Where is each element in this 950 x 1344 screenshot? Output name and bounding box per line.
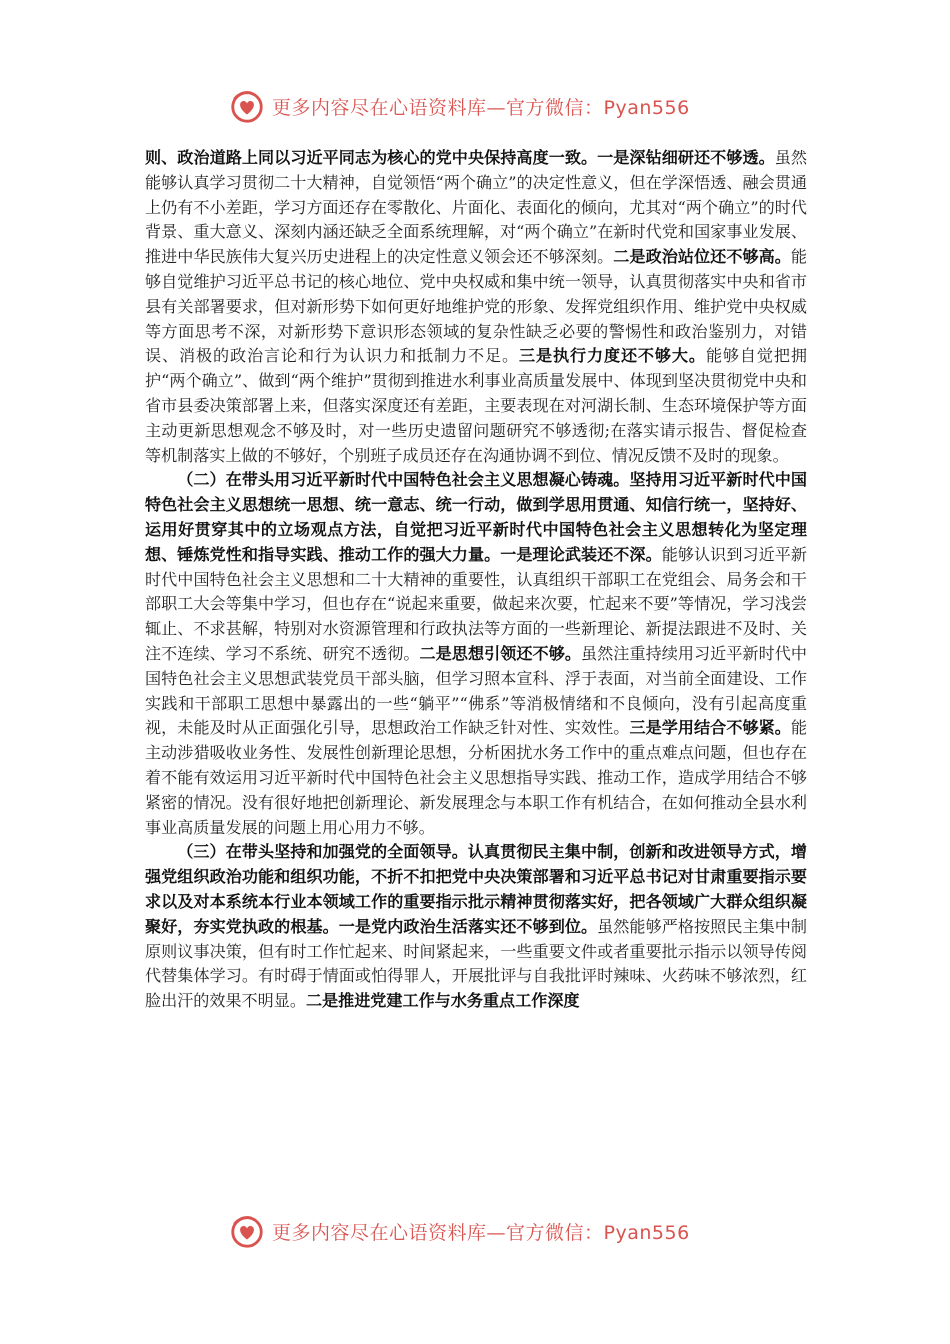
bold-heading-text: 三是学用结合不够紧。 [629,718,791,738]
bold-heading-text: 三是执行力度还不够大。 [518,346,706,366]
body-text-segment: 虽然能够严格按照民主集中制原则议事决策，但有时工作忙起来、时间紧起来，一些重要文件或者重要批示指示以领导传阅代替集体学习。有时碍于情面或怕得罪人，开展批评与自我批评时辣味、火药味不够浓烈，红脸出汗的效果不明显。 [145,916,808,1011]
banner-text: 更多内容尽在心语资料库—官方微信：Pyan556 [272,1221,690,1244]
banner-text: 更多内容尽在心语资料库—官方微信：Pyan556 [272,96,690,119]
bold-heading-text: 二是政治站位还不够高。 [613,247,791,267]
body-text-segment: 能够认识到习近平新时代中国特色社会主义思想和二十大精神的重要性，认真组织干部职工在党组会、局务会和干部职工大会等集中学习，但也存在“说起来重要，做起来次要，忙起来不要”等情况，学习浅尝辄止、不求甚解，特别对水资源管理和行政执法等方面的一些新理论、新提法跟进不及时、关注不连续、学习不系统、研究不透彻。 [145,544,808,663]
body-text-segment: 能够自觉把拥护“两个确立”、做到“两个维护”贯彻到推进水利事业高质量发展中、体现到坚决贯彻党中央和省市县委决策部署上来，但落实深度还有差距，主要表现在对河湖长制、生态环境保护等方面主动更新思想观念不够及时，对一些历史遗留问题研究不够透彻;在落实请示报告、督促检查等机制落实上做的不够好，个别班子成员还存在沟通协调不到位、情况反馈不及时的现象。 [145,346,808,465]
document-body [145,146,807,1014]
bold-heading-text: （二）在带头用习近平新时代中国特色社会主义思想凝心铸魂。坚持用习近平新时代中国特色社会主义思想统一思想、统一意志、统一行动，做到学思用贯通、知信行统一，坚持好、运用好贯穿其中的立场观点方法，自觉把习近平新时代中国特色社会主义思想转化为坚定理想、锤炼党性和指导实践、推动工作的强大力量。一是理论武装还不深。 [145,470,807,564]
body-text-segment: 能主动涉猎吸收业务性、发展性创新理论思想，分析困扰水务工作中的重点难点问题，但也存在着不能有效运用习近平新时代中国特色社会主义思想指导实践、推动工作，造成学用结合不够紧密的情况。没有很好地把创新理论、新发展理念与本职工作有机结合，在如何推动全县水利事业高质量发展的问题上用心用力不够。 [145,718,808,837]
body-text-segment: 能够自觉维护习近平总书记的核心地位、党中央权威和集中统一领导，认真贯彻落实中央和省市县有关部署要求，但对新形势下如何更好地维护党的形象、发挥党组织作用、维护党中央权威等方面思考不深，对新形势下意识形态领域的复杂性缺乏必要的警惕性和政治鉴别力，对错误、消极的政治言论和行为认识力和抵制力不足。 [145,247,807,366]
paragraph [145,840,807,1014]
body-text-segment: 虽然能够认真学习贯彻二十大精神，自觉领悟“两个确立”的决定性意义，但在学深悟透、融会贯通上仍有不小差距，学习方面还存在零散化、片面化、表面化的倾向，尤其对“两个确立”的时代背景、重大意义、深刻内涵还缺乏全面系统理解，对“两个确立”在新时代党和国家事业发展、推进中华民族伟大复兴历史进程上的决定性意义领会还不够深刻。 [145,148,808,267]
footer-watermark-banner [228,1211,748,1251]
bold-heading-text: （三）在带头坚持和加强党的全面领导。认真贯彻民主集中制，创新和改进领导方式，增强党组织政治功能和组织功能，不折不扣把党中央决策部署和习近平总书记对甘肃重要指示要求以及对本系统本行业本领域工作的重要指示批示精神贯彻落实好，把各领域广大群众组织凝聚好，夯实党执政的根基。一是党内政治生活落实还不够到位。 [145,842,807,936]
bold-heading-text: 则、政治道路上同以习近平同志为核心的党中央保持高度一致。一是深钻细研还不够透。 [145,148,775,167]
body-text-segment: 虽然注重持续用习近平新时代中国特色社会主义思想武装党员干部头脑，但学习照本宣科、浮于表面，对当前全面建设、工作实践和干部职工思想中暴露出的一些“躺平”“佛系”等消极情绪和不良倾向，没有引起高度重视，未能及时从正面强化引导，思想政治工作缺乏针对性、实效性。 [145,643,808,738]
paragraph [145,468,807,840]
paragraph [145,146,807,468]
bold-heading-text: 二是推进党建工作与水务重点工作深度 [305,991,580,1011]
header-watermark-banner [228,86,748,126]
heart-logo-icon [228,1212,266,1250]
heart-logo-icon [228,87,266,125]
bold-heading-text: 二是思想引领还不够。 [419,643,581,663]
